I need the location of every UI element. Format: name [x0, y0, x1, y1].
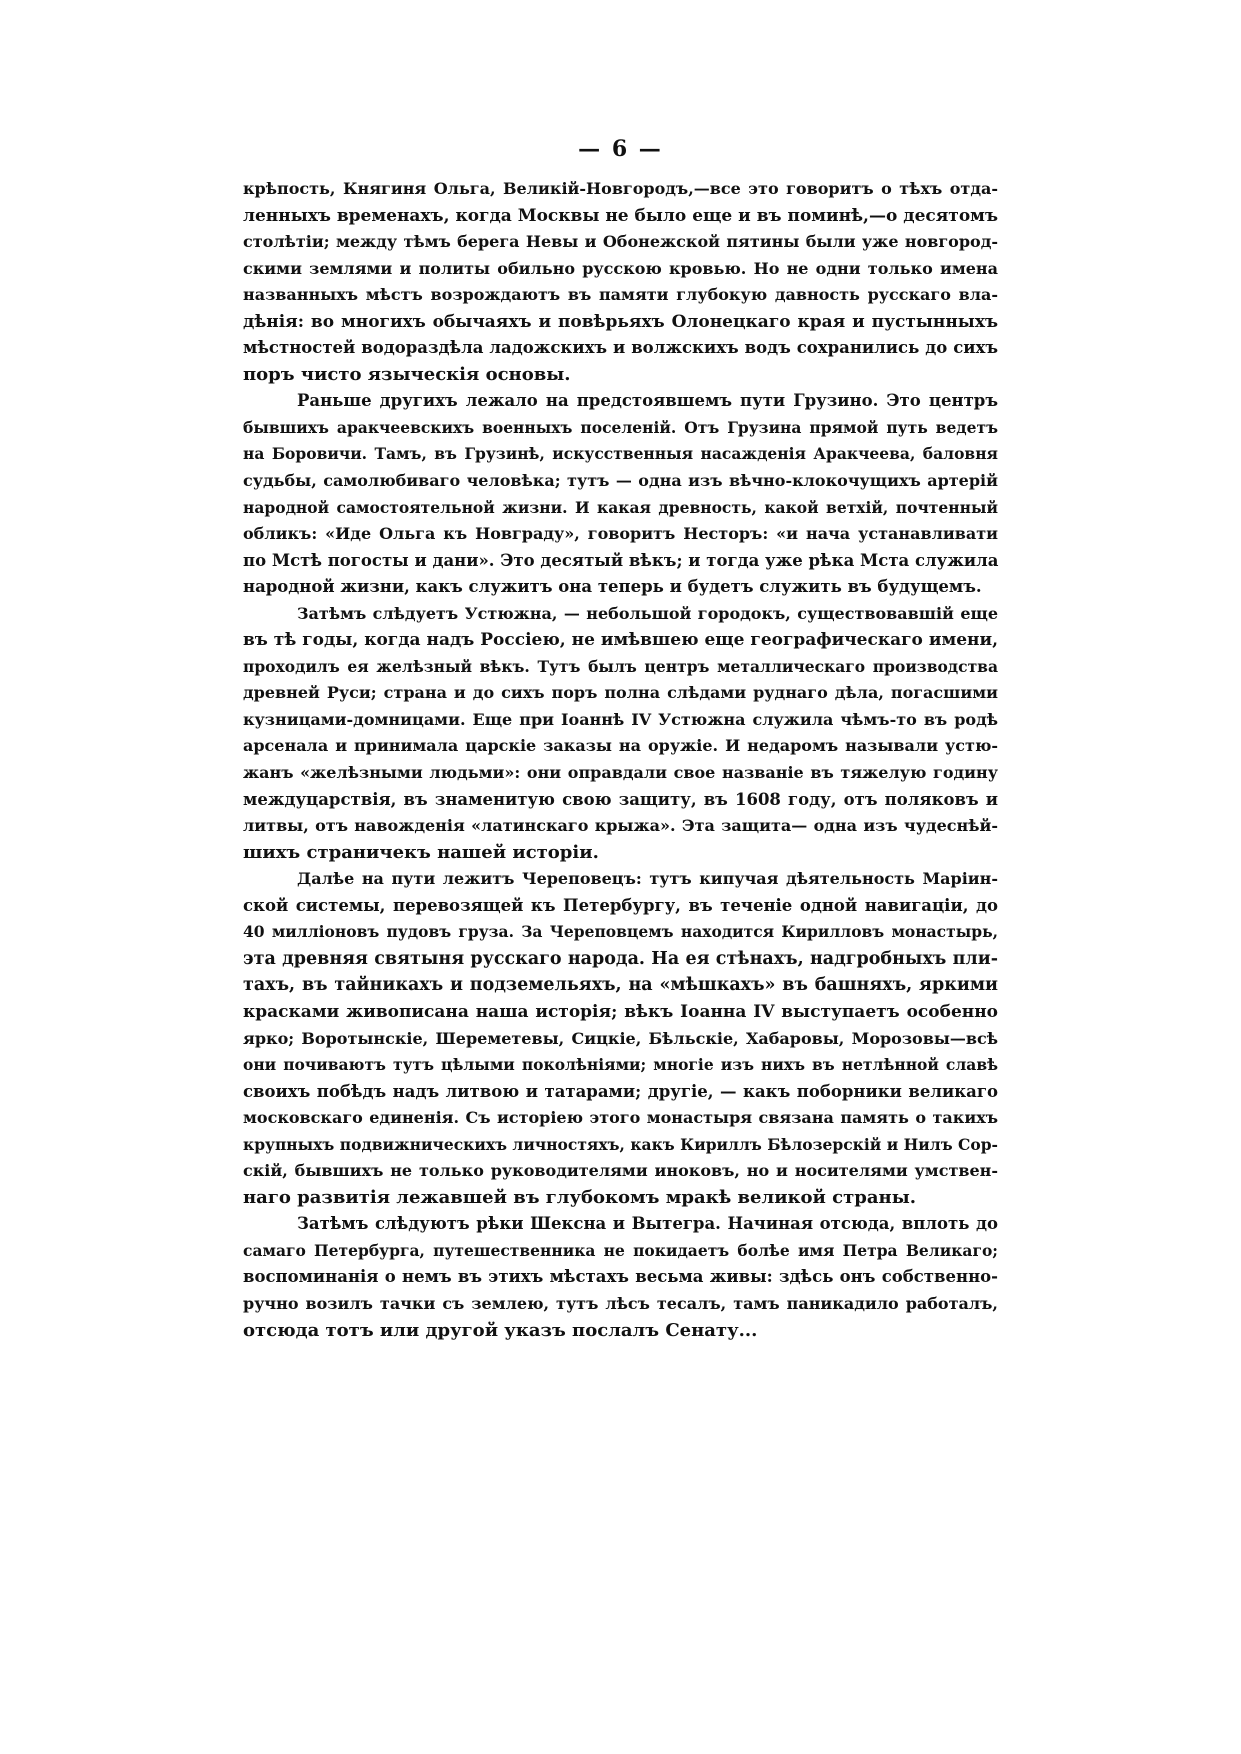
paragraph — [243, 1211, 998, 1344]
text-line: крупныхъ подвижническихъ личностяхъ, какъ Кириллъ Бѣлозерскій и Нилъ Сор- — [243, 1134, 998, 1154]
text-line: московскаго единенія. Съ исторіею этого монастыря связана память о такихъ — [243, 1108, 998, 1128]
paragraph — [243, 866, 998, 1211]
text-line: народной жизни, какъ служитъ она теперь и будетъ служить въ будущемъ. — [243, 577, 982, 597]
text-line: проходилъ ея желѣзный вѣкъ. Тутъ былъ центръ металлическаго производства — [243, 656, 998, 676]
text-line: Затѣмъ слѣдуютъ рѣки Шексна и Вытегра. Начиная отсюда, вплоть до — [297, 1214, 998, 1234]
text-line: Далѣе на пути лежитъ Череповецъ: тутъ кипучая дѣятельность Маріин- — [297, 869, 998, 889]
page-number: — 6 — — [578, 136, 663, 162]
text-line: наго развитія лежавшей въ глубокомъ мракѣ великой страны. — [243, 1186, 917, 1208]
text-line: крѣпость, Княгиня Ольга, Великій-Новгородъ,—все это говоритъ о тѣхъ отда- — [243, 179, 998, 198]
text-line: своихъ побѣдъ надъ литвою и татарами; другіе, — какъ поборники великаго — [243, 1081, 998, 1101]
text-line: на Боровичи. Тамъ, въ Грузинѣ, искусственныя насажденія Аракчеева, баловня — [243, 444, 998, 464]
text-line: судьбы, самолюбиваго человѣка; тутъ — одна изъ вѣчно-клокочущихъ артерій — [243, 471, 998, 491]
text-line: поръ чисто языческія основы. — [243, 363, 571, 385]
text-line: жанъ «желѣзными людьми»: они оправдали свое названіе въ тяжелую годину — [243, 763, 998, 783]
text-line: кузницами-домницами. Еще при Іоаннѣ IV Устюжна служила чѣмъ-то въ родѣ — [243, 709, 998, 729]
text-line: по Мстѣ погосты и дани». Это десятый вѣкъ; и тогда уже рѣка Мста служила — [243, 550, 999, 570]
text-line: отсюда тотъ или другой указъ послалъ Сенату... — [243, 1319, 758, 1341]
text-line: названныхъ мѣстъ возрождаютъ въ памяти глубокую давность русскаго вла- — [243, 285, 998, 305]
text-line: скій, бывшихъ не только руководителями иноковъ, но и носителями умствен- — [243, 1161, 998, 1181]
text-line: воспоминанія о немъ въ этихъ мѣстахъ весьма живы: здѣсь онъ собственно- — [243, 1267, 998, 1287]
text-line: въ тѣ годы, когда надъ Россіею, не имѣвшею еще географическаго имени, — [243, 630, 998, 651]
text-line: народной самостоятельной жизни. И какая древность, какой ветхій, почтенный — [243, 497, 998, 517]
text-line: они почиваютъ тутъ цѣлыми поколѣніями; многіе изъ нихъ въ нетлѣнной славѣ — [243, 1055, 998, 1075]
text-line: тахъ, въ тайникахъ и подземельяхъ, на «мѣшкахъ» въ башняхъ, яркими — [243, 975, 998, 996]
text-line: обликъ: «Иде Ольга къ Новграду», говоритъ Несторъ: «и нача устанавливати — [243, 524, 998, 544]
text-line: Затѣмъ слѣдуетъ Устюжна, — небольшой городокъ, существовавшій еще — [297, 603, 998, 623]
text-line: 40 милліоновъ пудовъ груза. За Череповцемъ находится Кирилловъ монастырь, — [243, 922, 998, 942]
text-line: самаго Петербурга, путешественника не покидаетъ болѣе имя Петра Великаго; — [243, 1240, 998, 1260]
paragraph — [243, 176, 998, 388]
text-line: междуцарствія, въ знаменитую свою защиту, въ 1608 году, отъ поляковъ и — [243, 789, 998, 809]
body-text — [243, 176, 998, 1344]
text-line: эта древняя святыня русскаго народа. На ея стѣнахъ, надгробныхъ пли- — [243, 948, 998, 969]
text-line: литвы, отъ навожденія «латинскаго крыжа». Эта защита— одна изъ чудеснѣй- — [243, 816, 998, 836]
text-line: ленныхъ временахъ, когда Москвы не было еще и въ поминѣ,—о десятомъ — [243, 205, 998, 226]
text-line: мѣстностей водораздѣла ладожскихъ и волжскихъ водъ сохранились до сихъ — [243, 338, 998, 358]
text-line: древней Руси; страна и до сихъ поръ полна слѣдами руднаго дѣла, погасшими — [243, 683, 998, 703]
text-line: бывшихъ аракчеевскихъ военныхъ поселеній. Отъ Грузина прямой путь ведетъ — [243, 417, 998, 437]
text-line: ручно возилъ тачки съ землею, тутъ лѣсъ тесалъ, тамъ паникадило работалъ, — [243, 1293, 998, 1313]
text-line: шихъ страничекъ нашей исторіи. — [243, 841, 599, 863]
text-line: Раньше другихъ лежало на предстоявшемъ пути Грузино. Это центръ — [297, 391, 998, 411]
text-line: скими землями и политы обильно русскою кровью. Но не одни только имена — [243, 258, 998, 278]
text-line: красками живописана наша исторія; вѣкъ Іоанна IV выступаетъ особенно — [243, 1001, 998, 1022]
text-line: ярко; Воротынскіе, Шереметевы, Сицкіе, Бѣльскіе, Хабаровы, Морозовы—всѣ — [243, 1028, 998, 1048]
text-line: ской системы, перевозящей къ Петербургу, въ теченіе одной навигаціи, до — [243, 895, 998, 915]
paragraph — [243, 601, 998, 866]
text-line: арсенала и принимала царскіе заказы на оружіе. И недаромъ называли устю- — [243, 736, 998, 756]
text-line: дѣнія: во многихъ обычаяхъ и повѣрьяхъ Олонецкаго края и пустынныхъ — [243, 311, 998, 332]
paragraph — [243, 388, 998, 600]
text-line: столѣтіи; между тѣмъ берега Невы и Обонежской пятины были уже новгород- — [243, 232, 998, 252]
